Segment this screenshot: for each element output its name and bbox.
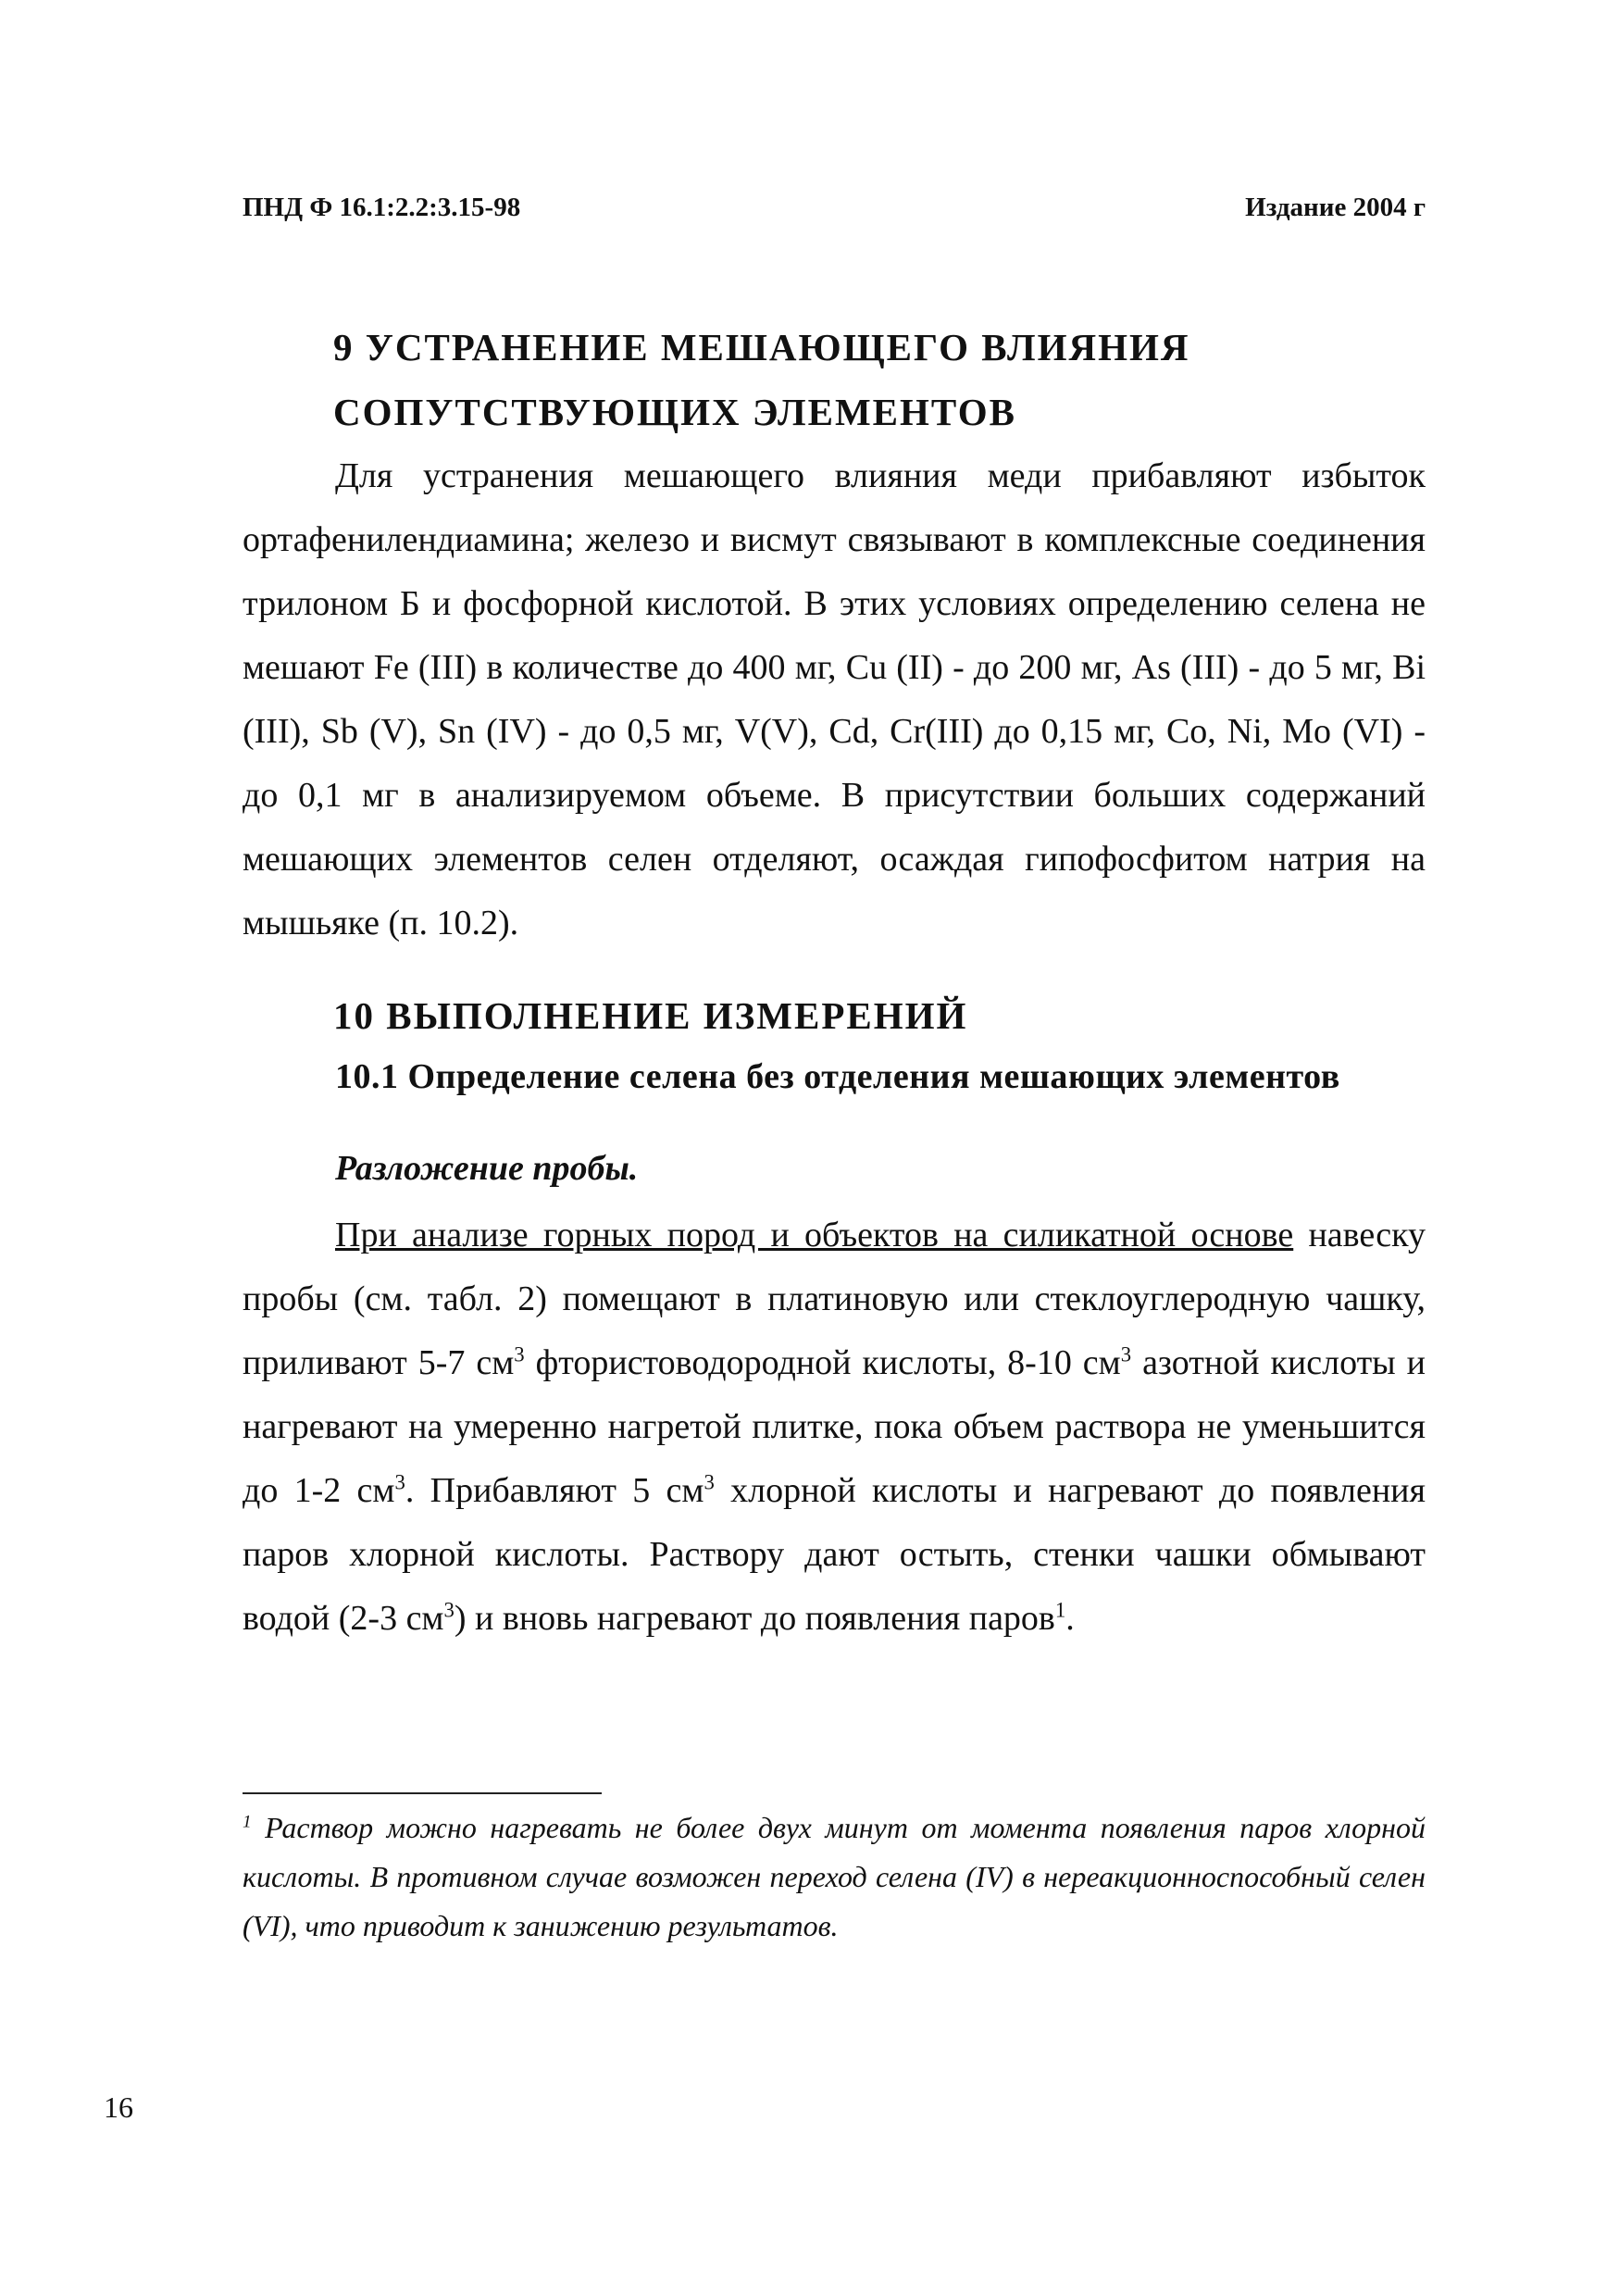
page-content <box>243 315 1426 1651</box>
subsection-10-1-title: 10.1 Определение селена без отделения мешающих элементов <box>335 1057 1340 1096</box>
footnote-reference[interactable]: 1 <box>1054 1598 1066 1622</box>
section-9-title-line-1: 9 УСТРАНЕНИЕ МЕШАЮЩЕГО ВЛИЯНИЯ <box>333 326 1190 368</box>
edition-label: Издание 2004 г <box>1245 193 1426 222</box>
underlined-phrase: При анализе горных пород и объектов на силикатной основе <box>335 1216 1294 1254</box>
section-9-title-line-2: СОПУТСТВУЮЩИХ ЭЛЕМЕНТОВ <box>333 391 1016 433</box>
superscript-3: 3 <box>443 1598 455 1622</box>
section-9-paragraph: Для устранения мешающего влияния меди прибавляют избыток ортафенилендиамина; железо и висмут связывают в комплексные соединения трилоном Б и фосфорной кислотой. В этих условиях определению селена не мешают Fe (III) в количестве до 400 мг, Cu (II) - до 200 мг, As (III) - до 5 мг, Bi (III), Sb (V), Sn (IV) - до 0,5 мг, V(V), Cd, Cr(III) до 0,15 мг, Co, Ni, Mo (VI) - до 0,1 мг в анализируемом объеме. В присутствии больших содержаний мешающих элементов селен отделяют, осаждая гипофосфитом натрия на мышьяке (п. 10.2). <box>243 456 1426 942</box>
text-run-1: навеску пробы (см. табл. 2) помещают в платиновую или стеклоуглеродную чашку, приливают 5-7 см <box>243 1216 1426 1382</box>
footnote-text: Раствор можно нагревать не более двух минут от момента появления паров хлорной кислоты. В противном случае возможен переход селена (IV) в нереакционноспособный селен (VI), что приводит к занижению результатов. <box>243 1811 1426 1942</box>
superscript-3: 3 <box>514 1342 525 1366</box>
footnote-divider <box>243 1792 602 1794</box>
text-run-2: фтористоводородной кислоты, 8-10 см <box>524 1343 1121 1382</box>
text-run-4: . Прибавляют 5 см <box>405 1471 704 1510</box>
section-10-title: 10 ВЫПОЛНЕНИЕ ИЗМЕРЕНИЙ <box>333 994 968 1037</box>
superscript-3: 3 <box>1120 1342 1132 1366</box>
text-run-6: ) и вновь нагревают до появления паров <box>454 1599 1055 1638</box>
text-run-7: . <box>1065 1599 1075 1638</box>
footnote-mark: 1 <box>243 1812 252 1832</box>
decomposition-paragraph <box>243 1204 1426 1651</box>
superscript-3: 3 <box>394 1470 405 1494</box>
page-number: 16 <box>104 2090 133 2124</box>
superscript-3: 3 <box>704 1470 715 1494</box>
sample-decomposition-subtitle: Разложение пробы. <box>335 1149 639 1188</box>
document-code: ПНД Ф 16.1:2.2:3.15-98 <box>243 193 521 222</box>
text-run-3: азотной кислоты и нагревают на умеренно нагретой плитке, пока объем раствора не уменьшится до 1-2 см <box>243 1343 1426 1510</box>
page-header <box>243 193 1426 230</box>
section-9-title <box>333 315 1426 444</box>
footnote <box>243 1803 1426 1951</box>
text-run-5: хлорной кислоты и нагревают до появления паров хлорной кислоты. Раствору дают остыть, стенки чашки обмывают водой (2-3 см <box>243 1471 1426 1638</box>
